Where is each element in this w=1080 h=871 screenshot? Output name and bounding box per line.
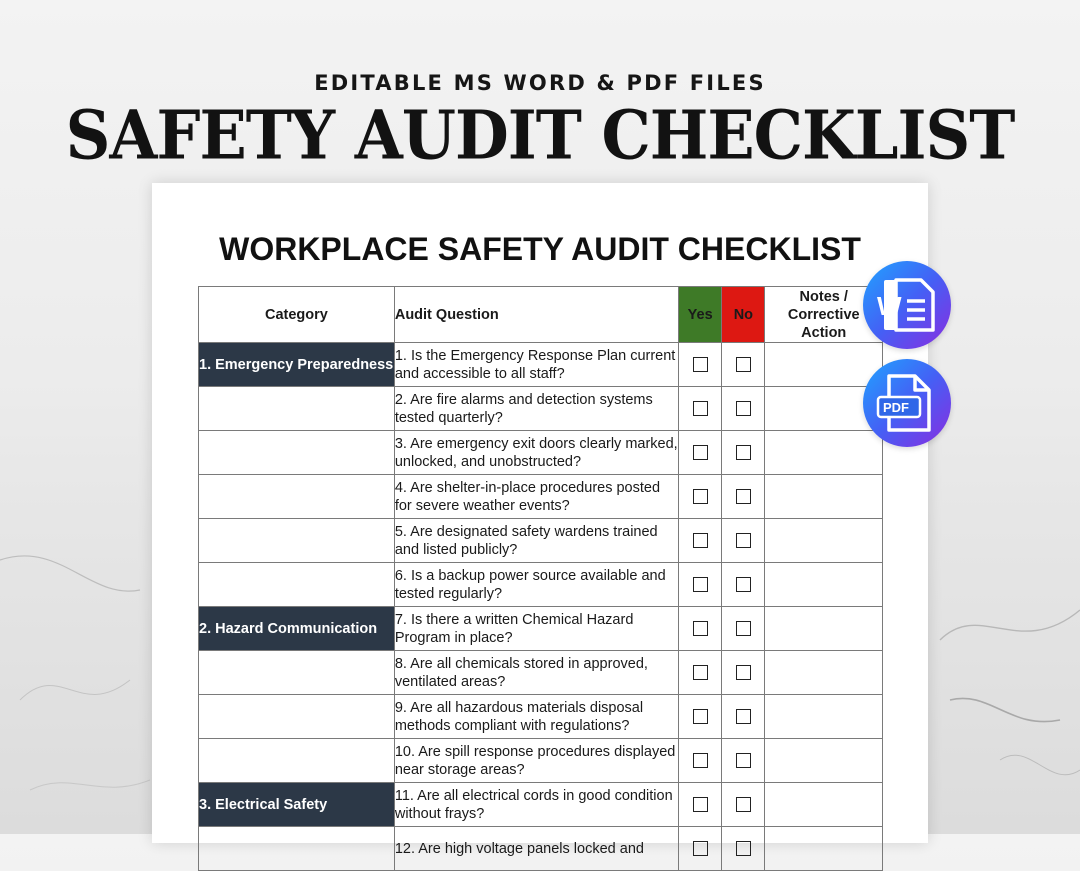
yes-checkbox[interactable] — [693, 841, 708, 856]
yes-checkbox[interactable] — [693, 401, 708, 416]
no-cell — [722, 783, 765, 827]
no-checkbox[interactable] — [736, 489, 751, 504]
no-checkbox[interactable] — [736, 621, 751, 636]
empty-category-cell — [199, 519, 395, 563]
no-checkbox[interactable] — [736, 797, 751, 812]
table-row — [199, 563, 883, 607]
column-header-category: Category — [199, 287, 395, 343]
notes-cell[interactable] — [765, 563, 883, 607]
no-checkbox[interactable] — [736, 709, 751, 724]
empty-category-cell — [199, 739, 395, 783]
yes-cell — [679, 563, 722, 607]
no-checkbox[interactable] — [736, 445, 751, 460]
banner-title: SAFETY AUDIT CHECKLIST — [65, 95, 1015, 175]
notes-cell[interactable] — [765, 607, 883, 651]
notes-cell[interactable] — [765, 651, 883, 695]
yes-cell — [679, 475, 722, 519]
word-letter: W — [877, 291, 902, 321]
audit-question-cell: 3. Are emergency exit doors clearly marked, unlocked, and unobstructed? — [394, 431, 678, 475]
no-checkbox[interactable] — [736, 665, 751, 680]
notes-cell[interactable] — [765, 695, 883, 739]
yes-checkbox[interactable] — [693, 709, 708, 724]
notes-header-line: Notes / — [799, 288, 848, 305]
no-checkbox[interactable] — [736, 401, 751, 416]
yes-cell — [679, 607, 722, 651]
category-cell: 2. Hazard Communication — [199, 607, 395, 651]
audit-question-cell: 10. Are spill response procedures displayed near storage areas? — [394, 739, 678, 783]
yes-cell — [679, 343, 722, 387]
audit-question-cell: 1. Is the Emergency Response Plan current and accessible to all staff? — [394, 343, 678, 387]
audit-question-cell: 8. Are all chemicals stored in approved, ventilated areas? — [394, 651, 678, 695]
column-header-yes: Yes — [679, 287, 722, 343]
notes-cell[interactable] — [765, 519, 883, 563]
table-row — [199, 343, 883, 387]
pdf-file-icon — [863, 359, 951, 447]
notes-cell[interactable] — [765, 827, 883, 871]
table-row — [199, 827, 883, 871]
yes-cell — [679, 739, 722, 783]
no-cell — [722, 827, 765, 871]
no-cell — [722, 563, 765, 607]
yes-cell — [679, 783, 722, 827]
yes-checkbox[interactable] — [693, 489, 708, 504]
no-cell — [722, 343, 765, 387]
yes-cell — [679, 387, 722, 431]
yes-cell — [679, 651, 722, 695]
table-row — [199, 695, 883, 739]
yes-checkbox[interactable] — [693, 621, 708, 636]
document-sheet — [152, 183, 928, 857]
empty-category-cell — [199, 827, 395, 871]
audit-question-cell: 7. Is there a written Chemical Hazard Program in place? — [394, 607, 678, 651]
yes-cell — [679, 695, 722, 739]
no-checkbox[interactable] — [736, 753, 751, 768]
audit-table-body — [199, 343, 883, 871]
notes-cell[interactable] — [765, 739, 883, 783]
notes-header-line: Action — [801, 324, 847, 341]
no-cell — [722, 607, 765, 651]
yes-checkbox[interactable] — [693, 753, 708, 768]
audit-question-cell: 2. Are fire alarms and detection systems tested quarterly? — [394, 387, 678, 431]
empty-category-cell — [199, 563, 395, 607]
table-row — [199, 475, 883, 519]
no-cell — [722, 475, 765, 519]
no-checkbox[interactable] — [736, 533, 751, 548]
category-cell: 1. Emergency Preparedness — [199, 343, 395, 387]
empty-category-cell — [199, 387, 395, 431]
no-cell — [722, 387, 765, 431]
empty-category-cell — [199, 651, 395, 695]
no-checkbox[interactable] — [736, 841, 751, 856]
notes-cell[interactable] — [765, 475, 883, 519]
document-title: WORKPLACE SAFETY AUDIT CHECKLIST — [219, 231, 861, 267]
no-cell — [722, 431, 765, 475]
audit-question-cell: 9. Are all hazardous materials disposal methods compliant with regulations? — [394, 695, 678, 739]
no-cell — [722, 739, 765, 783]
notes-cell[interactable] — [765, 783, 883, 827]
table-row — [199, 783, 883, 827]
column-header-no: No — [722, 287, 765, 343]
table-row — [199, 607, 883, 651]
table-row — [199, 431, 883, 475]
banner-subtitle: EDITABLE MS WORD & PDF FILES — [314, 71, 766, 95]
column-header-question: Audit Question — [394, 287, 678, 343]
audit-question-cell: 6. Is a backup power source available and tested regularly? — [394, 563, 678, 607]
yes-checkbox[interactable] — [693, 357, 708, 372]
yes-cell — [679, 519, 722, 563]
audit-question-cell: 5. Are designated safety wardens trained and listed publicly? — [394, 519, 678, 563]
yes-cell — [679, 431, 722, 475]
table-row — [199, 739, 883, 783]
notes-header-line: Corrective — [787, 306, 860, 323]
table-row — [199, 519, 883, 563]
yes-checkbox[interactable] — [693, 577, 708, 592]
empty-category-cell — [199, 475, 395, 519]
yes-checkbox[interactable] — [693, 445, 708, 460]
audit-question-cell: 4. Are shelter-in-place procedures posted for severe weather events? — [394, 475, 678, 519]
word-file-icon — [863, 261, 951, 349]
no-checkbox[interactable] — [736, 577, 751, 592]
pdf-label: PDF — [883, 400, 909, 415]
table-row — [199, 651, 883, 695]
no-cell — [722, 519, 765, 563]
yes-cell — [679, 827, 722, 871]
table-row — [199, 387, 883, 431]
no-cell — [722, 651, 765, 695]
audit-question-cell: 11. Are all electrical cords in good condition without frays? — [394, 783, 678, 827]
yes-checkbox[interactable] — [693, 533, 708, 548]
empty-category-cell — [199, 431, 395, 475]
yes-checkbox[interactable] — [693, 797, 708, 812]
table-header-row — [199, 287, 883, 343]
no-checkbox[interactable] — [736, 357, 751, 372]
audit-question-cell: 12. Are high voltage panels locked and — [394, 827, 678, 871]
empty-category-cell — [199, 695, 395, 739]
yes-checkbox[interactable] — [693, 665, 708, 680]
category-cell: 3. Electrical Safety — [199, 783, 395, 827]
audit-table — [198, 286, 883, 871]
no-cell — [722, 695, 765, 739]
